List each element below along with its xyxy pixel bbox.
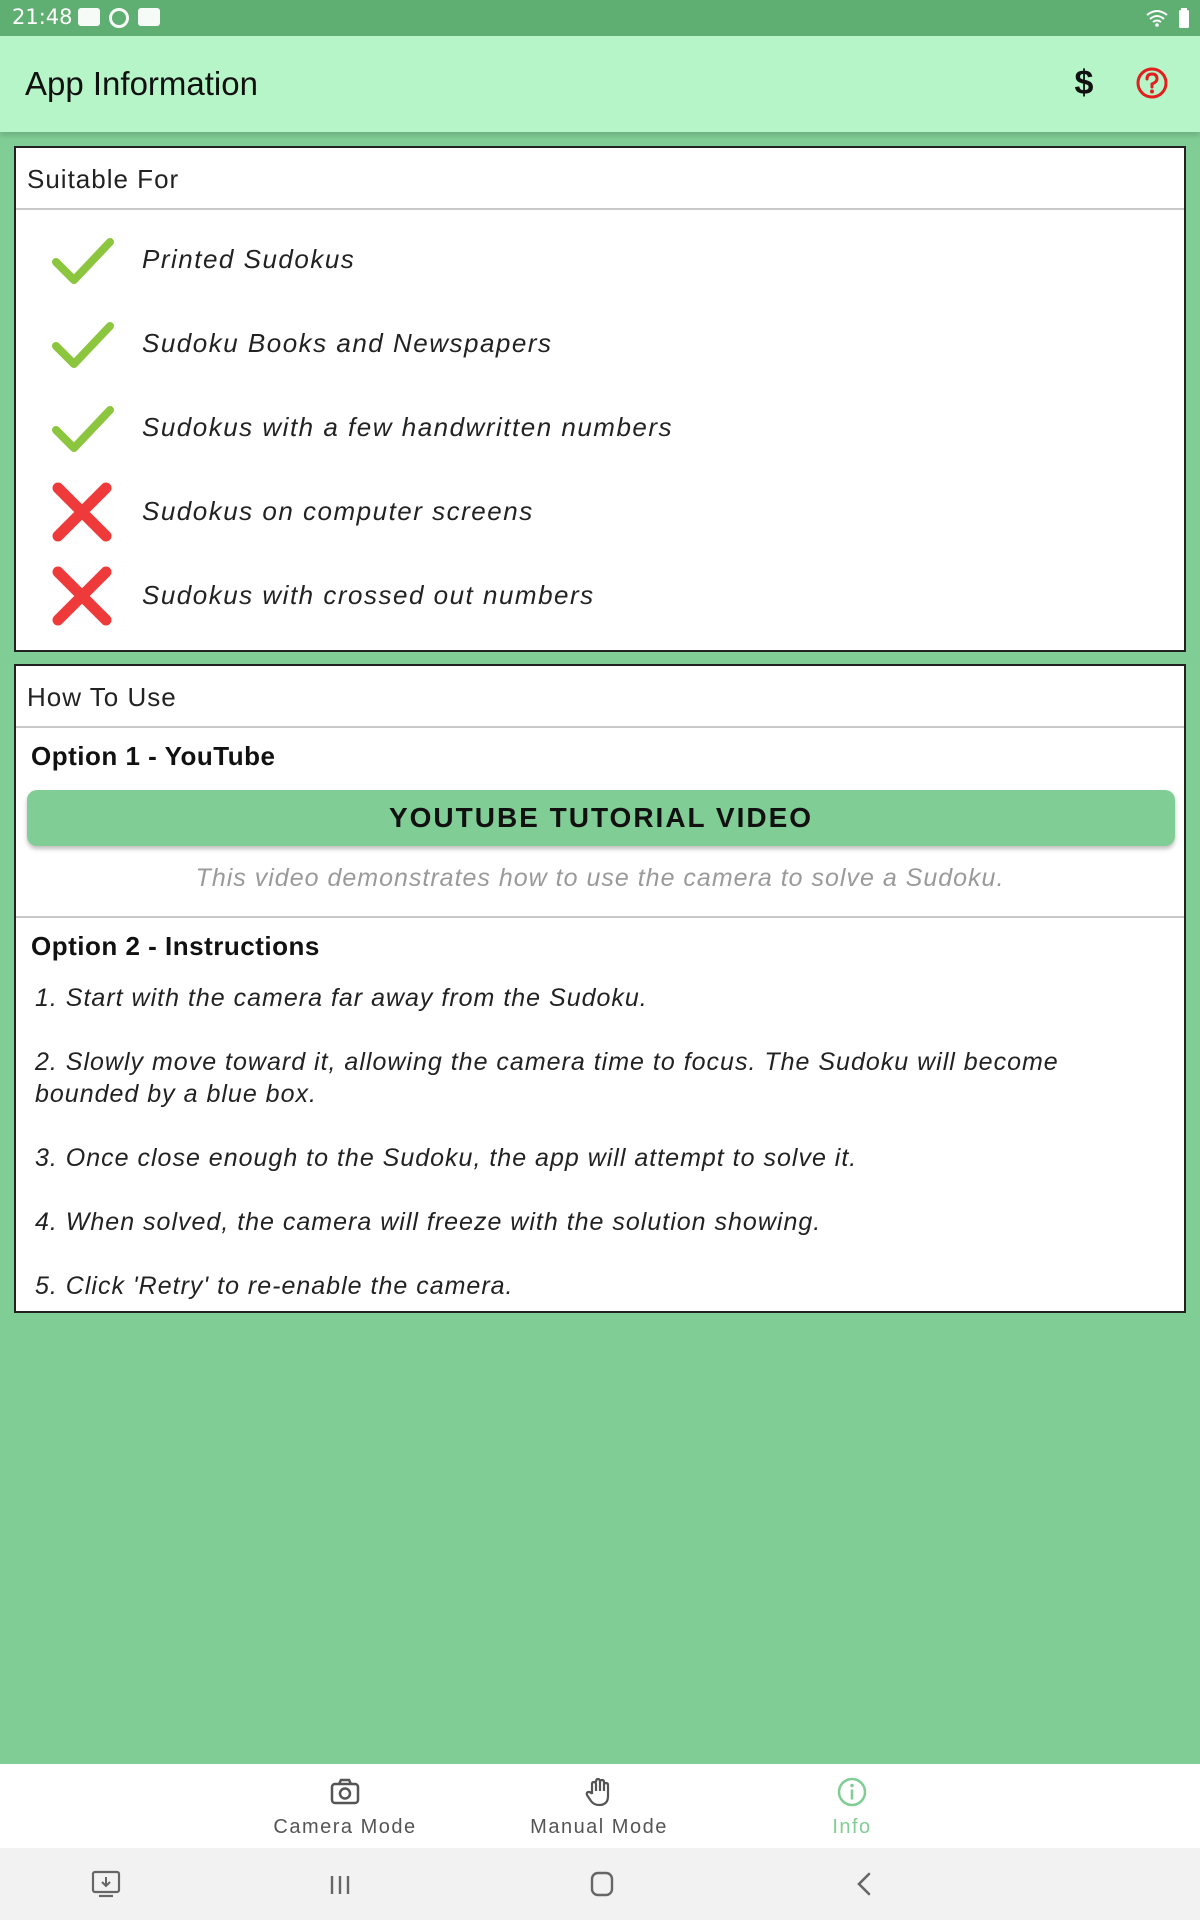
wifi-icon [1146,9,1168,27]
checkmark-icon [50,312,114,376]
status-bar [0,0,1200,36]
nav-label: Info [832,1816,872,1838]
nav-info[interactable] [752,1764,952,1848]
info-icon [836,1776,868,1808]
notification-icons [78,8,160,28]
option1-title: Option 1 - YouTube [31,741,276,771]
suitable-for-heading: Suitable For [16,148,1184,210]
bottom-navigation [0,1764,1200,1848]
nav-label: Camera Mode [273,1816,417,1838]
battery-icon [1178,8,1190,28]
dollar-icon: $ [1074,63,1094,102]
checkmark-icon [50,396,114,460]
suitable-item-label: Sudokus on computer screens [142,496,534,526]
screenshot-icon[interactable] [86,1866,126,1902]
suitable-item [16,302,1184,386]
unsuitable-item [16,554,1184,638]
system-navigation-bar [0,1848,1200,1920]
youtube-notification-icon [138,8,160,26]
nav-label: Manual Mode [530,1816,668,1838]
how-to-use-card [14,664,1186,1313]
help-button[interactable] [1130,61,1174,105]
suitable-item [16,386,1184,470]
camera-icon [329,1776,361,1808]
cross-icon [50,564,114,628]
recent-apps-icon[interactable] [320,1866,360,1902]
instruction-step: 2. Slowly move toward it, allowing the camera time to focus. The Sudoku will become bounded by a blue box. [35,1048,1059,1108]
nav-manual-mode[interactable] [499,1764,699,1848]
page-title: App Information [25,65,258,102]
suitable-item-label: Printed Sudokus [142,244,356,274]
app-bar [0,36,1200,132]
option2-title: Option 2 - Instructions [31,931,320,961]
unsuitable-item [16,470,1184,554]
status-time: 21:48 [12,5,73,29]
help-icon [1130,61,1174,105]
divider [16,916,1184,918]
system-status-icons [1146,8,1190,28]
instruction-step: 5. Click 'Retry' to re-enable the camera. [35,1272,514,1300]
suitable-item-label: Sudoku Books and Newspapers [142,328,553,358]
youtube-tutorial-button[interactable]: YOUTUBE TUTORIAL VIDEO [27,790,1175,846]
suitable-item-label: Sudokus with a few handwritten numbers [142,412,674,442]
hand-icon [583,1776,615,1808]
screenshot-notification-icon [78,8,100,26]
instruction-step: 3. Once close enough to the Sudoku, the app will attempt to solve it. [35,1144,858,1172]
alarm-notification-icon [109,8,129,28]
donate-button[interactable] [1060,59,1108,107]
suitable-item-label: Sudokus with crossed out numbers [142,580,595,610]
cross-icon [50,480,114,544]
instruction-step: 4. When solved, the camera will freeze with the solution showing. [35,1208,822,1236]
how-to-use-heading: How To Use [16,666,1184,728]
checkmark-icon [50,228,114,292]
instruction-step: 1. Start with the camera far away from the Sudoku. [35,984,648,1012]
suitable-item [16,218,1184,302]
youtube-description: This video demonstrates how to use the camera to solve a Sudoku. [195,864,1005,892]
nav-camera-mode[interactable] [245,1764,445,1848]
suitable-for-card [14,146,1186,652]
back-icon[interactable] [845,1866,885,1902]
home-icon[interactable] [582,1866,622,1902]
